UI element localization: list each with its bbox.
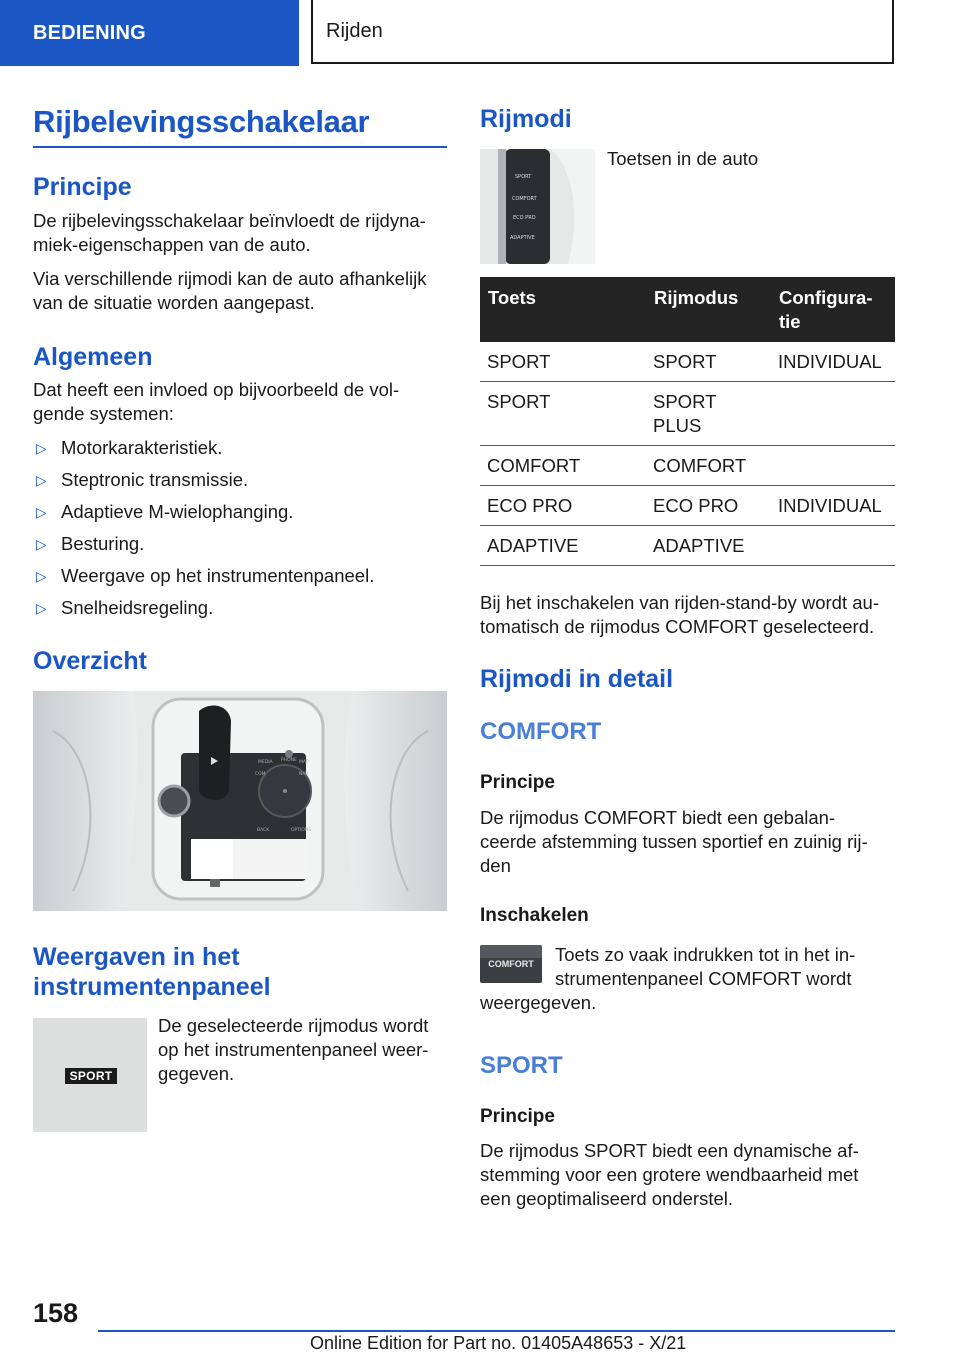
heading-line: Weergaven in het [33, 943, 240, 971]
heading-rijmodi: Rijmodi [480, 105, 572, 133]
heading-principe: Principe [33, 173, 132, 201]
cell-config [771, 526, 895, 566]
cell-rijmodus: SPORT [646, 342, 771, 382]
cell-toets: COMFORT [480, 446, 646, 486]
cell-toets: SPORT [480, 342, 646, 382]
heading-sport: SPORT [480, 1052, 563, 1079]
button-label-sport: SPORT [515, 174, 532, 180]
comfort-key-label: COMFORT [488, 959, 534, 969]
header-section-tab [0, 0, 299, 66]
console-label-nav: NAV [299, 772, 309, 777]
list-item: ▷ Besturing. [36, 533, 145, 554]
console-label-back: BACK [257, 828, 270, 833]
weergaven-paragraph [158, 1014, 453, 1086]
principe-paragraph-1 [33, 209, 453, 257]
heading-rijmodi-detail: Rijmodi in detail [480, 665, 674, 693]
triangle-bullet-icon: ▷ [36, 536, 47, 552]
cell-config [771, 382, 895, 446]
table-row [480, 526, 895, 566]
heading-comfort: COMFORT [480, 718, 602, 745]
cell-rijmodus: ECO PRO [646, 486, 771, 526]
footer-edition: Online Edition for Part no. 01405A48653 - X/21 [310, 1333, 687, 1353]
table-row [480, 382, 895, 446]
principe-paragraph-2 [33, 267, 453, 315]
cell-config: INDIVIDUAL [771, 342, 895, 382]
column-header-configuratie: Configura- tie [771, 277, 895, 342]
center-console-image [33, 691, 447, 911]
text-line: een geoptimaliseerd onderstel. [480, 1188, 733, 1209]
console-label-com: COM [255, 772, 266, 777]
list-item: ▷ Snelheidsregeling. [36, 597, 214, 618]
footer-rule [98, 1330, 895, 1332]
console-label-media: MEDIA [258, 760, 273, 765]
cell-rijmodus: ADAPTIVE [646, 526, 771, 566]
text-line: stemming voor een grotere wendbaarheid met [480, 1164, 859, 1185]
button-label-eco-pro: ECO PRO [513, 215, 536, 221]
text-line: De rijmodus COMFORT biedt een gebalan- [480, 807, 836, 828]
algemeen-paragraph [33, 378, 453, 426]
triangle-bullet-icon: ▷ [36, 600, 47, 616]
text-line: De rijmodus SPORT biedt een dynamische af- [480, 1140, 859, 1161]
list-item: ▷ Motorkarakteristiek. [36, 437, 223, 458]
heading-algemeen: Algemeen [33, 343, 153, 371]
cell-rijmodus: COMFORT [646, 446, 771, 486]
button-label-adaptive: ADAPTIVE [510, 235, 535, 241]
text-line: miek-eigenschappen van de auto. [33, 234, 311, 255]
heading-overzicht: Overzicht [33, 647, 147, 675]
mode-buttons-illustration [480, 149, 595, 264]
button-label-comfort: COMFORT [512, 196, 537, 202]
cell-config: INDIVIDUAL [771, 486, 895, 526]
console-label-options: OPTIONS [291, 828, 312, 833]
text-line: Bij het inschakelen van rijden-stand-by wordt au- [480, 592, 879, 613]
triangle-bullet-icon: ▷ [36, 568, 47, 584]
text-line: Dat heeft een invloed op bijvoorbeeld de vol- [33, 379, 400, 400]
table-row [480, 446, 895, 486]
text-line: gende systemen: [33, 403, 174, 424]
cell-toets: ECO PRO [480, 486, 646, 526]
subheading-comfort-inschakelen: Inschakelen [480, 905, 589, 926]
page-number: 158 [33, 1298, 79, 1328]
triangle-bullet-icon: ▷ [36, 440, 47, 456]
cell-rijmodus: SPORT PLUS [646, 382, 771, 446]
console-label-map: MAP [299, 760, 309, 765]
sport-display-badge: SPORT [65, 1068, 117, 1084]
text-line: gegeven. [158, 1063, 235, 1084]
cell-config [771, 446, 895, 486]
text-line: den [480, 855, 511, 876]
comfort-paragraph [480, 806, 900, 878]
table-row [480, 342, 895, 382]
center-console-illustration [33, 691, 447, 911]
list-item: ▷ Steptronic transmissie. [36, 469, 249, 490]
table-row [480, 486, 895, 526]
header-section-label: BEDIENING [33, 21, 146, 44]
column-header-toets: Toets [480, 277, 646, 342]
systems-list [33, 436, 453, 628]
cell-toets: ADAPTIVE [480, 526, 646, 566]
text-line: Toets zo vaak indrukken tot in het in- [555, 944, 856, 965]
key-highlight [480, 945, 542, 958]
comfort-inschakelen-text-b: weergegeven. [480, 992, 597, 1013]
triangle-bullet-icon: ▷ [36, 472, 47, 488]
standby-paragraph [480, 591, 900, 639]
subheading-comfort-principe: Principe [480, 772, 555, 793]
header-chapter-tab [311, 0, 894, 64]
instrument-panel-sport-image [33, 1018, 147, 1132]
list-item: ▷ Weergave op het instrumentenpaneel. [36, 565, 375, 586]
comfort-key-image [480, 945, 542, 983]
triangle-bullet-icon: ▷ [36, 504, 47, 520]
title-rule [33, 146, 447, 148]
subheading-sport-principe: Principe [480, 1106, 555, 1127]
text-line: De geselecteerde rijmodus wordt [158, 1015, 429, 1036]
table-header-row [480, 277, 895, 342]
mode-buttons-caption: Toetsen in de auto [607, 148, 759, 169]
heading-line: instrumentenpaneel [33, 973, 271, 1001]
modes-table [480, 277, 895, 566]
text-line: De rijbelevingsschakelaar beïnvloedt de rijdyna- [33, 210, 426, 231]
text-line: strumentenpaneel COMFORT wordt [555, 968, 852, 989]
page-title: Rijbelevingsschakelaar [33, 104, 370, 139]
list-item: ▷ Adaptieve M-wielophanging. [36, 501, 294, 522]
text-line: Via verschillende rijmodi kan de auto afhankelijk [33, 268, 427, 289]
mode-buttons-image [480, 149, 595, 264]
text-line: van de situatie worden aangepast. [33, 292, 315, 313]
header-chapter-label: Rijden [326, 19, 383, 42]
text-line: tomatisch de rijmodus COMFORT geselecteerd. [480, 616, 875, 637]
text-line: ceerde afstemming tussen sportief en zuinig rij- [480, 831, 868, 852]
cell-toets: SPORT [480, 382, 646, 446]
comfort-inschakelen-text-a [555, 943, 895, 991]
sport-paragraph [480, 1139, 900, 1211]
text-line: op het instrumentenpaneel weer- [158, 1039, 429, 1060]
column-header-rijmodus: Rijmodus [646, 277, 771, 342]
console-label-phone: PHONE [281, 758, 297, 763]
heading-weergaven [33, 942, 271, 1002]
